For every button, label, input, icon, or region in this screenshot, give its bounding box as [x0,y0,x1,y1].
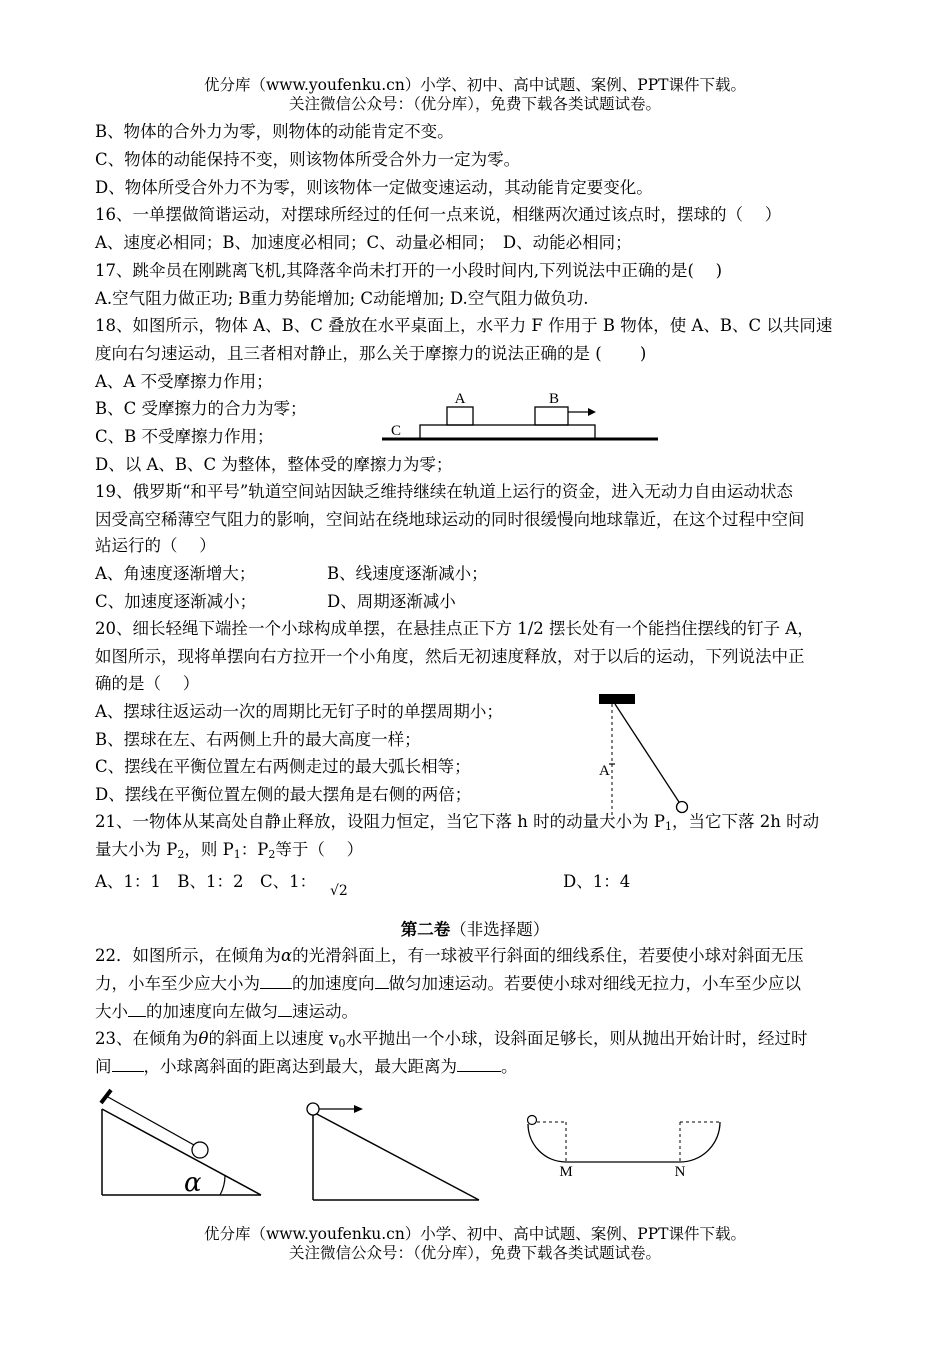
q16-options: A、速度必相同；B、加速度必相同；C、动量必相同； D、动能必相同； [95,233,632,252]
incline-surface [102,1109,261,1195]
block-a [447,407,473,425]
q18-option-b: B、C 受摩擦力的合力为零； [95,399,307,418]
q19-stem-line-2: 因受高空稀薄空气阻力的影响，空间站在绕地球运动的同时很缓慢向地球靠近，在这个过程中空间 [95,510,805,529]
label-c: C [390,423,402,439]
footer-line-1: 优分库（www.youfenku.cn）小学、初中、高中试题、案例、PPT课件下载。 [203,1225,747,1243]
answer-blank-6[interactable] [457,1056,501,1072]
footer-line-2: 关注微信公众号：（优分库），免费下载各类试题试卷。 [288,1244,661,1262]
block-b [535,407,568,425]
label-b: B [548,391,560,407]
incline-slope [313,1112,479,1200]
answer-blank-5[interactable] [112,1056,144,1072]
q18-option-d: D、以 A、B、C 为整体，整体受的摩擦力为零； [95,455,453,474]
ceiling-support [599,694,635,704]
q19-option-b: B、线速度逐渐减小； [327,564,488,583]
header-line-1: 优分库（www.youfenku.cn）小学、初中、高中试题、案例、PPT课件下载。 [203,76,747,94]
q19-option-c: C、加速度逐渐减小； [95,592,257,611]
q21-stem-line-1: 21、一物体从某高处自静止释放，设阻力恒定，当它下落 h 时的动量大小为 $P_1$，当它下落 2h 时动 [95,812,820,833]
q20-stem-line-1: 20、细长轻绳下端拴一个小球构成单摆，在悬挂点正下方 1/2 摆长处有一个能挡住摆线的钉子 A， [95,619,814,638]
q20-option-d: D、摆线在平衡位置左侧的最大摆角是右侧的两倍； [95,785,472,804]
q21-options-abc: A、1：1 B、1：2 C、1： [95,872,317,891]
q20-option-b: B、摆球在左、右两侧上升的最大高度一样； [95,730,421,749]
q20-figure-pendulum [595,692,695,822]
answer-blank-2[interactable] [375,973,389,989]
q15-option-d: D、物体所受合外力不为零，则该物体一定做变速运动，其动能肯定要变化。 [95,178,653,197]
q17-stem: 17、跳伞员在刚跳离飞机,其降落伞尚未打开的一小段时间内,下列说法中正确的是( ) [95,261,723,280]
q17-options: A.空气阻力做正功; B重力势能增加; C动能增加; D.空气阻力做负功. [95,289,589,308]
q19-stem-line-3: 站运行的（ ） [95,536,216,555]
header-line-2: 关注微信公众号：（优分库），免费下载各类试题试卷。 [288,95,661,113]
force-f-arrowhead [588,408,596,416]
q22-line-1: 22．如图所示，在倾角为α的光滑斜面上，有一球被平行斜面的细线系住，若要使小球对斜面无压 [95,946,804,965]
angle-arc [220,1175,225,1195]
thread-holder [101,1090,111,1103]
q20-option-c: C、摆线在平衡位置左右两侧走过的最大弧长相等； [95,757,471,776]
answer-blank-3[interactable] [128,1001,146,1017]
q16-stem: 16、一单摆做简谐运动，对摆球所经过的任何一点来说，相继两次通过该点时，摆球的（ ） [95,205,782,224]
q18-stem-line-2: 度向右匀速运动，且三者相对静止，那么关于摩擦力的说法正确的是 ( ) [95,344,647,363]
block-c [420,425,595,439]
q15-option-b: B、物体的合外力为零，则物体的动能肯定不变。 [95,122,454,141]
q21-stem-line-2: 量大小为 $P_2$，则 $P_1$：$P_2$等于（ ） [95,840,364,861]
thread [108,1097,194,1145]
ball [192,1142,208,1158]
part2-title: 第二卷（非选择题） [400,920,550,939]
q20-option-a: A、摆球往返运动一次的周期比无钉子时的单摆周期小； [95,702,503,721]
velocity-arrowhead [354,1105,363,1113]
alpha-label: α [184,1168,202,1198]
q18-option-c: C、B 不受摩擦力作用； [95,427,274,446]
track-right-curve [680,1122,720,1162]
q19-option-d: D、周期逐渐减小 [327,592,456,611]
q19-option-a: A、角速度逐渐增大； [95,564,256,583]
q18-figure-stacked-blocks [378,385,663,450]
answer-blank-1[interactable] [260,973,292,989]
q20-stem-line-2: 如图所示，现将单摆向右方拉开一个小角度，然后无初速度释放，对于以后的运动，下列说法中正 [95,647,805,666]
nail-label-a: A [599,763,610,779]
q23-line-1: 23、在倾角为θ的斜面上以速度 $v_0$水平抛出一个小球，设斜面足够长，则从抛出开始计时，经过时 [95,1029,808,1050]
q18-option-a: A、A 不受摩擦力作用； [95,372,273,391]
label-a: A [454,391,466,407]
q15-option-c: C、物体的动能保持不变，则该物体所受合外力一定为零。 [95,150,521,169]
q20-stem-line-3: 确的是（ ） [95,674,200,693]
q22-line-3: 大小 的加速度向左做匀 速运动。 [95,1002,358,1021]
q22-figure-incline-ball [98,1085,268,1200]
answer-blank-4[interactable] [278,1001,292,1017]
q21-sqrt2: √2 [330,883,348,899]
q18-stem-line-1: 18、如图所示，物体 A、B、C 叠放在水平桌面上，水平力 F 作用于 B 物体，使 A、B、C 以共同速 [95,316,833,335]
projectile-ball [307,1103,319,1115]
q19-stem-line-1: 19、俄罗斯“和平号”轨道空间站因缺乏维持继续在轨道上运行的资金，进入无动力自由运动状态 [95,482,793,501]
label-m: M [559,1164,573,1180]
q22-line-2: 力，小车至少应大小为 的加速度向 做匀加速运动。若要使小球对细线无拉力，小车至少应以 [95,974,801,993]
track-left-curve [528,1124,566,1162]
q23-line-2: 间 ，小球离斜面的距离达到最大，最大距离为 。 [95,1057,518,1076]
track-figure [520,1110,730,1180]
label-n: N [674,1164,686,1180]
track-ball [528,1116,537,1125]
q21-option-d: D、1：4 [563,872,631,891]
q23-figure-projectile-incline [303,1100,488,1205]
pendulum-string [615,704,679,802]
